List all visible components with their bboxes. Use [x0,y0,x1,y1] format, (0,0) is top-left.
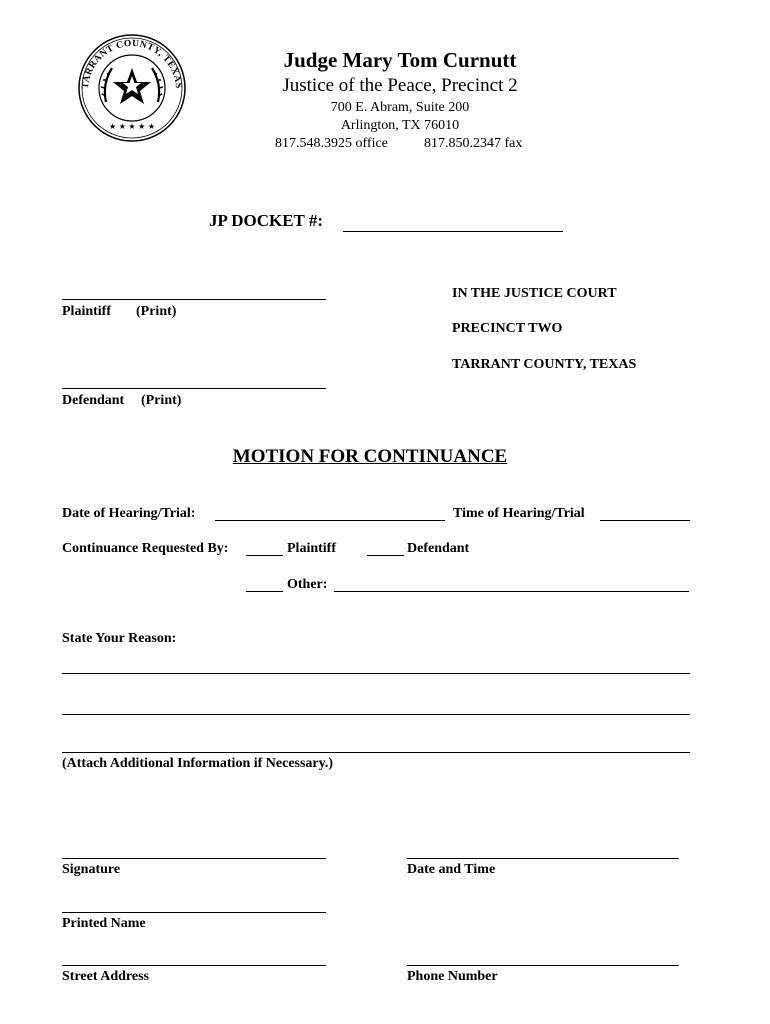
plaintiff-check-field[interactable] [246,555,283,556]
other-specify-field[interactable] [334,591,689,592]
option-other-label: Other: [287,577,328,592]
address-line-1: 700 E. Abram, Suite 200 [330,100,470,115]
defendant-check-field[interactable] [367,555,404,556]
defendant-print-hint: (Print) [141,393,182,408]
address-line-2: Arlington, TX 76010 [340,118,460,133]
requested-by-label: Continuance Requested By: [62,541,229,556]
court-line-2: PRECINCT TWO [452,321,563,336]
fax-phone: 817.850.2347 fax [424,136,523,151]
street-address-field[interactable] [62,965,326,966]
phone-number-label: Phone Number [407,969,498,984]
motion-title: MOTION FOR CONTINUANCE [232,446,508,467]
office-phone: 817.548.3925 office [275,136,388,151]
hearing-date-field[interactable] [215,520,445,521]
plaintiff-name-field[interactable] [62,299,326,300]
defendant-name-field[interactable] [62,388,326,389]
judge-name: Judge Mary Tom Curnutt [283,48,517,72]
printed-name-label: Printed Name [62,916,146,931]
court-line-3: TARRANT COUNTY, TEXAS [452,357,637,372]
printed-name-field[interactable] [62,912,326,913]
seal-ring-text: TARRANT COUNTY, TEXAS [80,38,184,90]
hearing-time-field[interactable] [600,520,690,521]
signature-label: Signature [62,862,121,877]
defendant-label: Defendant [62,393,125,408]
option-plaintiff-label: Plaintiff [287,541,336,556]
date-time-field[interactable] [407,858,679,859]
reason-line-2[interactable] [62,714,690,715]
plaintiff-print-hint: (Print) [136,304,177,319]
court-line-1: IN THE JUSTICE COURT [452,286,617,301]
other-check-field[interactable] [246,591,283,592]
street-address-label: Street Address [62,969,149,984]
plaintiff-label: Plaintiff [62,304,111,319]
docket-number-field[interactable] [343,231,563,232]
option-defendant-label: Defendant [407,541,470,556]
reason-line-1[interactable] [62,673,690,674]
date-time-label: Date and Time [407,862,496,877]
seal-icon [76,32,188,144]
court-title: Justice of the Peace, Precinct 2 [282,75,518,96]
signature-field[interactable] [62,858,326,859]
hearing-time-label: Time of Hearing/Trial [453,506,585,521]
hearing-date-label: Date of Hearing/Trial: [62,506,196,521]
reason-line-3[interactable] [62,752,690,753]
docket-label: JP DOCKET #: [209,211,323,230]
phone-number-field[interactable] [407,965,679,966]
reason-label: State Your Reason: [62,631,177,646]
seal-stars: ★ ★ ★ ★ ★ [108,122,156,131]
county-seal [76,32,188,144]
attach-note: (Attach Additional Information if Necessary.) [62,756,334,771]
